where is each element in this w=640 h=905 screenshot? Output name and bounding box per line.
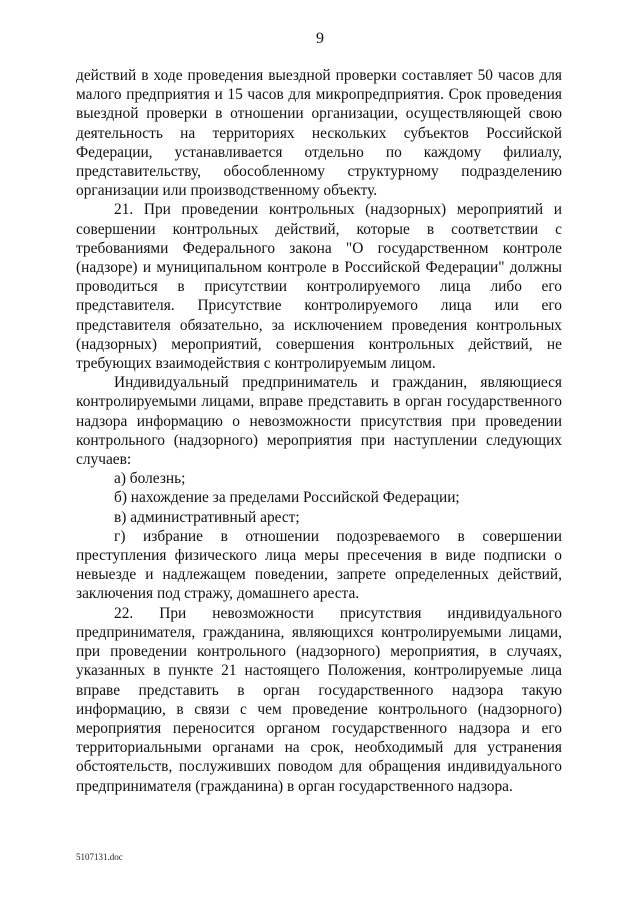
document-body [76, 66, 562, 796]
paragraph-item-22: 22. При невозможности присутствия индивидуального предпринимателя, гражданина, являющихся контролируемыми лицами, при проведении контрольного (надзорного) мероприятия, в случаях, указанных в пункте 21 настоящего Положения, контролируемые лица вправе представить в орган государственного надзора такую информацию, в связи с чем проведение контрольного (надзорного) мероприятия переносится органом государственного надзора и его территориальными органами на срок, необходимый для устранения обстоятельств, послуживших поводом для обращения индивидуального предпринимателя (гражданина) в орган государственного надзора. [76, 604, 562, 795]
page-number: 9 [316, 30, 324, 47]
list-item-v: в) административный арест; [114, 508, 300, 526]
list-item-g: г) избрание в отношении подозреваемого в совершении преступления физического лица меры пресечения в виде подписки о невыезде и надлежащем поведении, запрете определенных действий, заключения под стражу, домашнего ареста. [76, 527, 562, 603]
list-item-a: а) болезнь; [114, 470, 186, 488]
paragraph-entrepreneur-right: Индивидуальный предприниматель и гражданин, являющиеся контролируемыми лицами, вправе представить в орган государственного надзора информацию о невозможности присутствия при проведении контрольного (надзорного) мероприятия при наступлении следующих случаев: [76, 374, 562, 469]
list-item-b: б) нахождение за пределами Российской Федерации; [114, 489, 460, 507]
paragraph-continuation: действий в ходе проведения выездной проверки составляет 50 часов для малого предприятия и 15 часов для микропредприятия. Срок проведения выездной проверки в отношении организации, осуществляющей свою деятельность на территориях нескольких субъектов Российской Федерации, устанавливается отдельно по каждому филиалу, представительству, обособленному структурному подразделению организации или производственному объекту. [76, 67, 562, 200]
document-footer-filename: 5107131.doc [76, 852, 123, 862]
paragraph-item-21: 21. При проведении контрольных (надзорных) мероприятий и совершении контрольных действий, которые в соответствии с требованиями Федерального закона "О государственном контроле (надзоре) и муниципальном контроле в Российской Федерации" должны проводиться в присутствии контролируемого лица либо его представителя. Присутствие контролируемого лица или его представителя обязательно, за исключением проведения контрольных (надзорных) мероприятий, совершения контрольных действий, не требующих взаимодействия с контролируемым лицом. [76, 201, 562, 373]
